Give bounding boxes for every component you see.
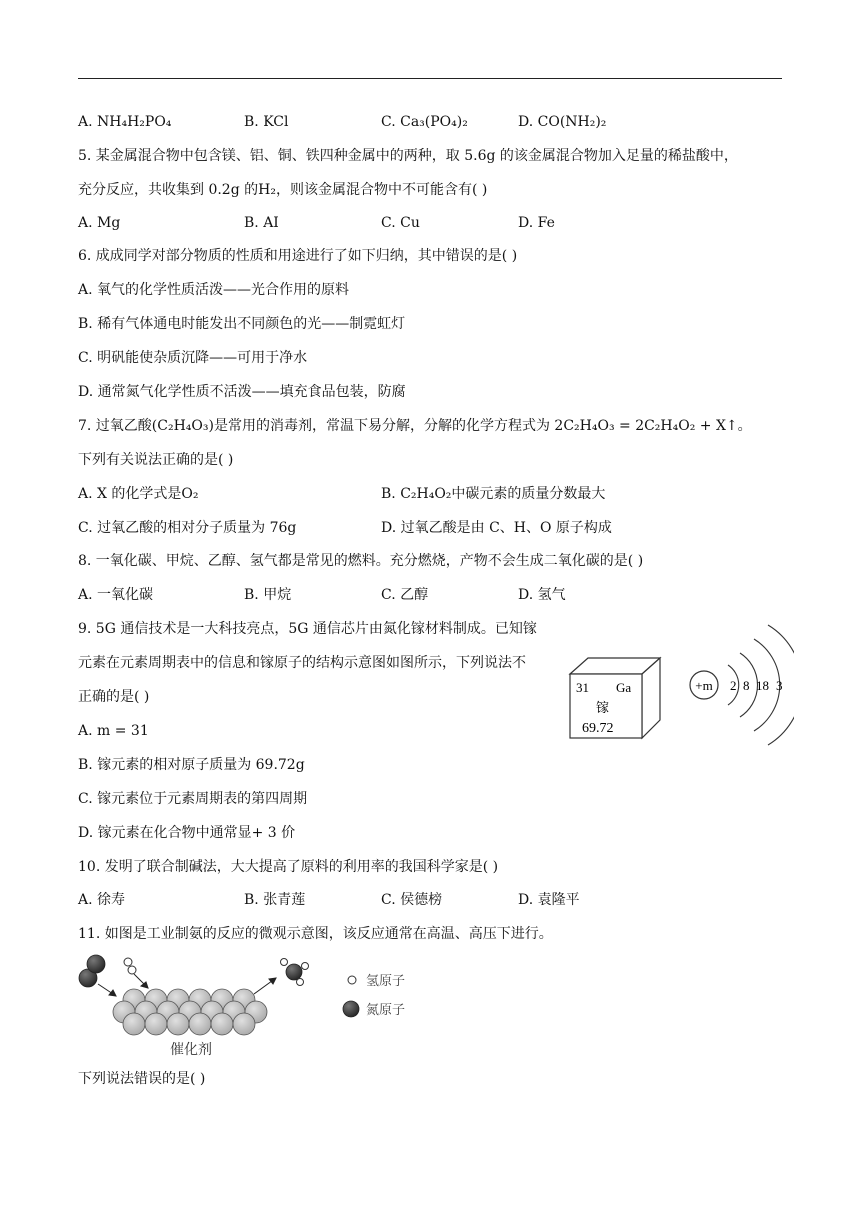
q5-option-a: A. Mg bbox=[78, 215, 121, 231]
legend-hydrogen-label: 氢原子 bbox=[366, 974, 406, 989]
shell-4-count: 3 bbox=[776, 678, 783, 693]
hydrogen-molecule bbox=[124, 958, 136, 974]
q6-stem: 6. 成成同学对部分物质的性质和用途进行了如下归纳，其中错误的是( ) bbox=[78, 248, 518, 264]
shell-1-count: 2 bbox=[730, 678, 737, 693]
q8-option-d: D. 氢气 bbox=[518, 587, 566, 603]
ammonia-molecule bbox=[281, 959, 309, 986]
q10-option-d: D. 袁隆平 bbox=[518, 892, 580, 908]
q8-option-b: B. 甲烷 bbox=[244, 587, 292, 603]
q8-option-c: C. 乙醇 bbox=[381, 587, 429, 603]
q10-option-a: A. 徐寿 bbox=[78, 892, 126, 908]
q4-option-d: D. CO(NH₂)₂ bbox=[518, 114, 607, 130]
q6-option-c: C. 明矾能使杂质沉降——可用于净水 bbox=[78, 350, 308, 366]
nitrogen-atom-legend-icon bbox=[343, 1001, 359, 1017]
legend-nitrogen-label: 氮原子 bbox=[366, 1003, 406, 1018]
q4-option-c: C. Ca₃(PO₄)₂ bbox=[381, 114, 468, 130]
q9-option-a: A. m = 31 bbox=[78, 723, 149, 739]
element-name: 镓 bbox=[596, 701, 610, 716]
q5-stem-line2: 充分反应，共收集到 0.2g 的H₂，则该金属混合物中不可能含有( ) bbox=[78, 182, 488, 198]
q9-stem-line3: 正确的是( ) bbox=[78, 689, 150, 705]
q11-question: 下列说法错误的是( ) bbox=[78, 1071, 206, 1087]
q4-option-b: B. KCl bbox=[244, 114, 289, 130]
nucleus-label: +m bbox=[695, 678, 713, 693]
hydrogen-atom-legend-icon bbox=[348, 976, 356, 984]
q9-stem-line2: 元素在元素周期表中的信息和镓原子的结构示意图如图所示，下列说法不 bbox=[78, 655, 526, 671]
gallium-element-card bbox=[564, 652, 668, 744]
q6-option-a: A. 氧气的化学性质活泼——光合作用的原料 bbox=[78, 282, 350, 298]
element-mass: 69.72 bbox=[582, 721, 614, 736]
q11-stem: 11. 如图是工业制氨的反应的微观示意图，该反应通常在高温、高压下进行。 bbox=[78, 926, 553, 942]
q5-option-d: D. Fe bbox=[518, 215, 555, 231]
q9-option-b: B. 镓元素的相对原子质量为 69.72g bbox=[78, 757, 305, 773]
q10-option-c: C. 侯德榜 bbox=[381, 892, 443, 908]
element-number: 31 bbox=[576, 680, 589, 695]
q5-option-c: C. Cu bbox=[381, 215, 420, 231]
q9-option-d: D. 镓元素在化合物中通常显+ 3 价 bbox=[78, 825, 296, 841]
q6-option-d: D. 通常氮气化学性质不活泼——填充食品包装，防腐 bbox=[78, 384, 406, 400]
q10-stem: 10. 发明了联合制碱法，大大提高了原料的利用率的我国科学家是( ) bbox=[78, 859, 499, 875]
q7-option-a: A. X 的化学式是O₂ bbox=[78, 486, 199, 502]
catalyst-spheres bbox=[113, 989, 267, 1035]
q5-stem-line1: 5. 某金属混合物中包含镁、铝、铜、铁四种金属中的两种，取 5.6g 的该金属混合物加入足量的稀盐酸中， bbox=[78, 148, 738, 164]
q8-option-a: A. 一氧化碳 bbox=[78, 587, 154, 603]
ammonia-synthesis-diagram bbox=[78, 950, 438, 1062]
q8-stem: 8. 一氧化碳、甲烷、乙醇、氢气都是常见的燃料。充分燃烧，产物不会生成二氧化碳的是( ) bbox=[78, 553, 644, 569]
q7-option-b: B. C₂H₄O₂中碳元素的质量分数最大 bbox=[381, 486, 606, 502]
header-rule bbox=[78, 78, 782, 79]
q7-option-d: D. 过氧乙酸是由 C、H、O 原子构成 bbox=[381, 520, 612, 536]
nitrogen-molecule bbox=[79, 955, 105, 987]
q9-stem-line1: 9. 5G 通信技术是一大科技亮点，5G 通信芯片由氮化镓材料制成。已知镓 bbox=[78, 621, 537, 637]
q9-option-c: C. 镓元素位于元素周期表的第四周期 bbox=[78, 791, 308, 807]
q10-option-b: B. 张青莲 bbox=[244, 892, 306, 908]
element-symbol: Ga bbox=[616, 680, 632, 695]
shell-2-count: 8 bbox=[743, 678, 750, 693]
shell-3-count: 18 bbox=[756, 678, 769, 693]
q7-stem-line2: 下列有关说法正确的是( ) bbox=[78, 452, 234, 468]
q4-option-a: A. NH₄H₂PO₄ bbox=[78, 114, 172, 130]
q6-option-b: B. 稀有气体通电时能发出不同颜色的光——制霓虹灯 bbox=[78, 316, 406, 332]
q5-option-b: B. AI bbox=[244, 215, 279, 231]
gallium-atom-structure bbox=[684, 615, 794, 755]
q7-stem-line1: 7. 过氧乙酸(C₂H₄O₃)是常用的消毒剂，常温下易分解，分解的化学方程式为 2C₂H₄O₃ = 2C₂H₄O₂ + X↑。 bbox=[78, 418, 752, 434]
q7-option-c: C. 过氧乙酸的相对分子质量为 76g bbox=[78, 520, 297, 536]
catalyst-label: 催化剂 bbox=[170, 1042, 212, 1058]
